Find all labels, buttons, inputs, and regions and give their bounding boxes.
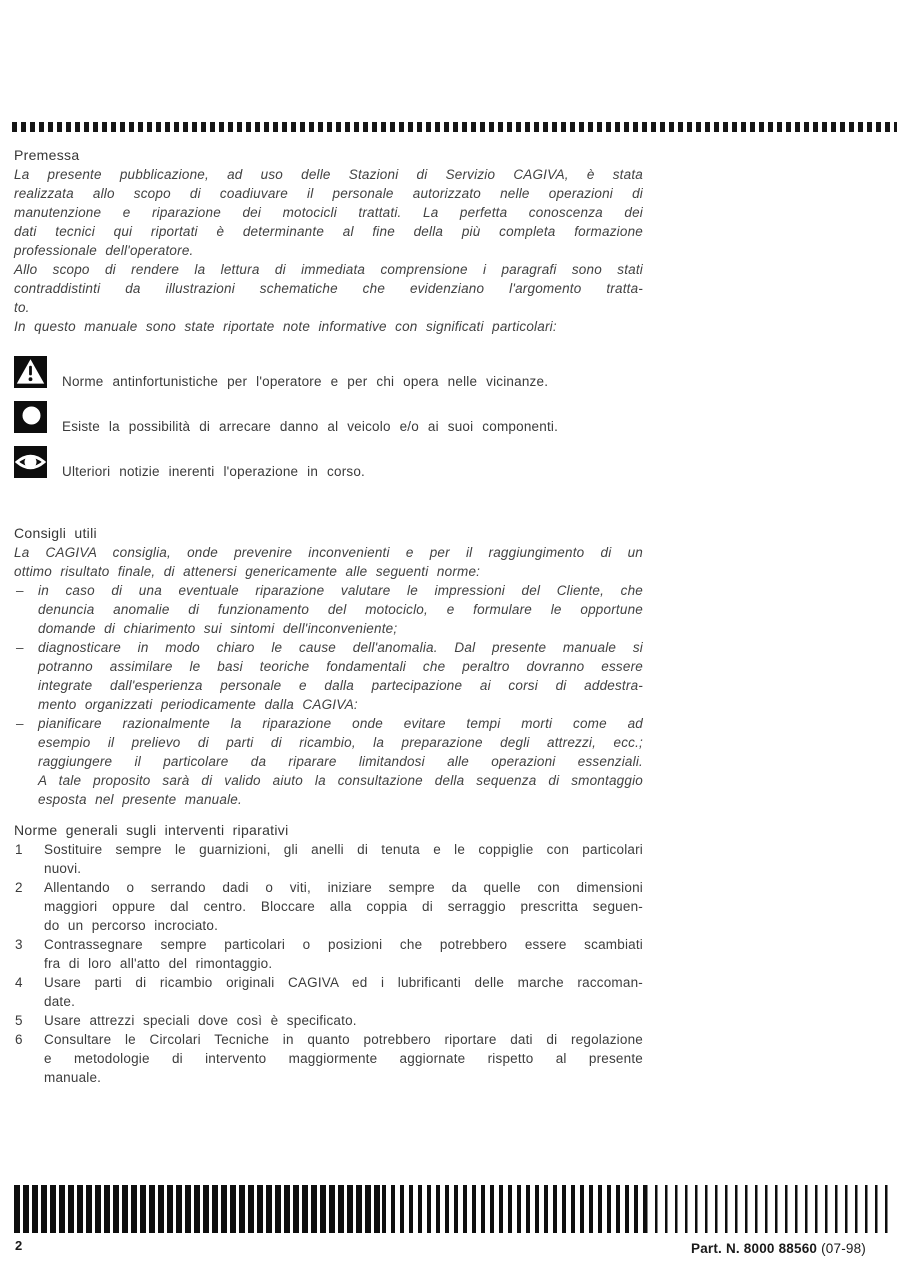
barcode-segment-thin — [645, 1185, 890, 1233]
paragraph — [14, 317, 643, 336]
bullet-item — [14, 638, 643, 714]
bullet-dash: – — [16, 716, 24, 731]
bullet-dash: – — [16, 640, 24, 655]
text-line: contraddistinti da illustrazioni schematiche che evidenziano l'argomento tratta- — [14, 281, 643, 296]
text-line: Contrassegnare sempre particolari o posizioni che potrebbero essere scambiati — [44, 937, 643, 952]
text-line: esempio il prelievo di parti di ricambio, la preparazione degli attrezzi, ecc.; — [38, 735, 643, 750]
text-line: nuovi. — [44, 861, 82, 876]
item-number: 2 — [15, 880, 23, 895]
note-row — [14, 401, 643, 433]
numbered-item — [14, 973, 643, 1011]
note-row — [14, 446, 643, 478]
text-line: fra di loro all'atto del rimontaggio. — [44, 956, 273, 971]
eye-icon — [14, 446, 47, 478]
text-line: domande di chiarimento sui sintomi dell'inconveniente; — [38, 621, 398, 636]
section-consigli — [14, 524, 643, 809]
text-line: e metodologie di intervento maggiormente aggiornate rispetto al presente — [44, 1051, 643, 1066]
note-caption: Norme antinfortunistiche per l'operatore e per chi opera nelle vicinanze. — [62, 374, 549, 389]
numbered-item — [14, 878, 643, 935]
page-content — [14, 0, 643, 1087]
numbered-item — [14, 1011, 643, 1030]
text-line: realizzata allo scopo di coadiuvare il personale autorizzato nelle operazioni di — [14, 186, 643, 201]
item-number: 1 — [15, 842, 23, 857]
barcode-segment-medium — [382, 1185, 645, 1233]
note-caption: Esiste la possibilità di arrecare danno al veicolo e/o ai suoi componenti. — [62, 419, 559, 434]
consigli-bullet-list — [14, 581, 643, 809]
text-line: in caso di una eventuale riparazione valutare le impressioni del Cliente, che — [38, 583, 643, 598]
note-row — [14, 356, 643, 388]
text-line: Allo scopo di rendere la lettura di immediata comprensione i paragrafi sono stati — [14, 262, 643, 277]
text-line: Sostituire sempre le guarnizioni, gli anelli di tenuta e le coppiglie con particolari — [44, 842, 643, 857]
text-line: Allentando o serrando dadi o viti, iniziare sempre da quelle con dimensioni — [44, 880, 643, 895]
numbered-item — [14, 1030, 643, 1087]
text-line: to. — [14, 300, 30, 315]
page-number: 2 — [15, 1238, 23, 1253]
part-number — [691, 1241, 866, 1256]
item-number: 4 — [15, 975, 23, 990]
damage-circle-icon — [14, 401, 47, 433]
part-number-label: Part. N. 8000 88560 — [690, 1241, 818, 1256]
numbered-item — [14, 840, 643, 878]
note-caption: Ulteriori notizie inerenti l'operazione in corso. — [62, 464, 366, 479]
section-notes — [14, 356, 643, 478]
text-line: dati tecnici qui riportati è determinante al fine della più completa formazione — [14, 224, 643, 239]
section-norme — [14, 821, 643, 1087]
barcode-segment-thick — [14, 1185, 382, 1233]
warning-triangle-icon — [14, 356, 47, 388]
part-number-suffix: (07-98) — [821, 1241, 866, 1256]
norme-heading: Norme generali sugli interventi riparativi — [14, 822, 289, 838]
bottom-barcode-band — [14, 1185, 890, 1233]
text-line: integrate dall'esperienza personale e dalla partecipazione ai corsi di addestra- — [38, 678, 643, 693]
text-line: La presente pubblicazione, ad uso delle Stazioni di Servizio CAGIVA, è stata — [14, 167, 643, 182]
text-line: manutenzione e riparazione dei motocicli trattati. La perfetta conoscenza dei — [14, 205, 643, 220]
consigli-heading: Consigli utili — [14, 525, 97, 541]
text-line: date. — [44, 994, 76, 1009]
norme-numbered-list — [14, 840, 643, 1087]
text-line: A tale proposito sarà di valido aiuto la consultazione della sequenza di smontaggio — [38, 773, 643, 788]
text-line: manuale. — [44, 1070, 102, 1085]
text-line: Usare parti di ricambio originali CAGIVA ed i lubrificanti delle marche raccoman- — [44, 975, 643, 990]
numbered-item — [14, 935, 643, 973]
premessa-paragraphs — [14, 165, 643, 336]
text-line: Usare attrezzi speciali dove così è specificato. — [44, 1013, 357, 1028]
text-line: diagnosticare in modo chiaro le cause dell'anomalia. Dal presente manuale si — [38, 640, 643, 655]
bullet-item — [14, 581, 643, 638]
item-number: 6 — [15, 1032, 23, 1047]
text-line: maggiori oppure dal centro. Bloccare alla coppia di serraggio prescritta seguen- — [44, 899, 643, 914]
text-line: La CAGIVA consiglia, onde prevenire inconvenienti e per il raggiungimento di un — [14, 545, 643, 560]
item-number: 5 — [15, 1013, 23, 1028]
paragraph — [14, 260, 643, 317]
text-line: esposta nel presente manuale. — [38, 792, 242, 807]
text-line: In questo manuale sono state riportate note informative con significati particolari: — [14, 319, 557, 334]
text-line: potranno assimilare le basi teoriche fondamentali che peraltro dovranno essere — [38, 659, 643, 674]
consigli-intro — [14, 543, 643, 581]
premessa-heading: Premessa — [14, 147, 80, 163]
text-line: raggiungere il particolare da riparare limitandosi alle operazioni essenziali. — [38, 754, 643, 769]
text-line: do un percorso incrociato. — [44, 918, 219, 933]
text-line: denuncia anomalie di funzionamento del motociclo, e formulare le opportune — [38, 602, 643, 617]
section-premessa — [14, 146, 643, 336]
text-line: mento organizzati periodicamente dalla CAGIVA: — [38, 697, 358, 712]
text-line: pianificare razionalmente la riparazione onde evitare tempi morti come ad — [38, 716, 643, 731]
item-number: 3 — [15, 937, 23, 952]
text-line: ottimo risultato finale, di attenersi genericamente alle seguenti norme: — [14, 564, 481, 579]
text-line: Consultare le Circolari Tecniche in quanto potrebbero riportare dati di regolazione — [44, 1032, 643, 1047]
bullet-dash: – — [16, 583, 24, 598]
text-line: professionale dell'operatore. — [14, 243, 194, 258]
paragraph — [14, 165, 643, 260]
bullet-item — [14, 714, 643, 809]
